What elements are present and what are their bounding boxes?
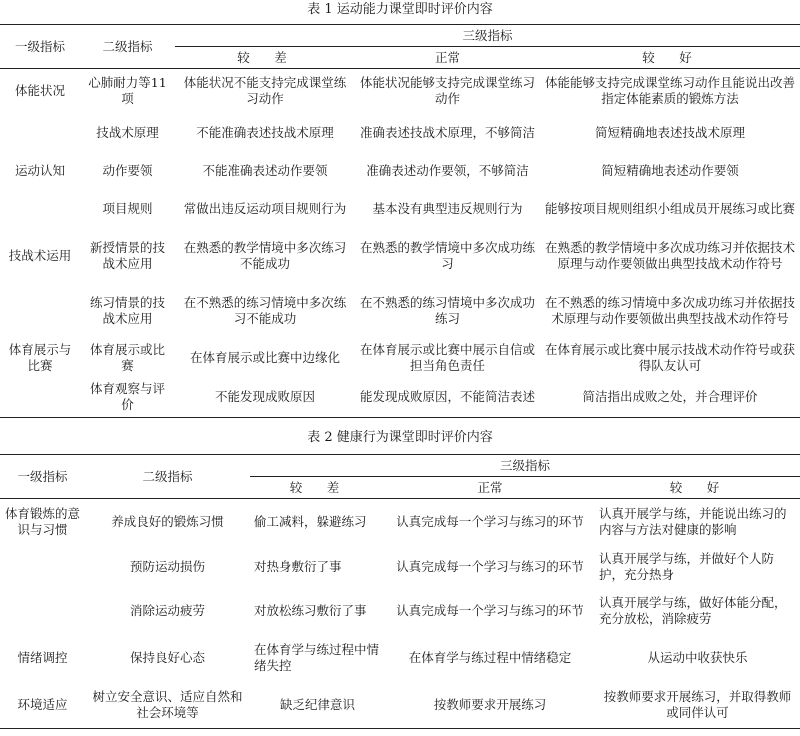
table1-header-normal: 正常 <box>355 47 540 69</box>
poor-cell: 在不熟悉的练习情境中多次练习不能成功 <box>183 294 347 326</box>
level1-cell: 情绪调控 <box>17 649 68 665</box>
table-row <box>0 190 800 228</box>
normal-cell: 在熟悉的教学情境中多次成功练习 <box>359 239 535 271</box>
level1-cell: 技战术运用 <box>8 247 72 263</box>
level1-cell: 运动认知 <box>14 162 65 178</box>
level1-cell <box>0 190 80 228</box>
table-row <box>0 69 800 114</box>
table2-header-row <box>0 455 800 477</box>
table1-caption: 表 1 运动能力课堂即时评价内容 <box>307 2 493 17</box>
good-cell: 认真开展学与练，做好体能分配，充分放松，消除疲劳 <box>599 594 787 626</box>
table1 <box>0 24 800 418</box>
table-row <box>0 499 800 545</box>
table-row <box>0 589 800 633</box>
table2-header-good: 较 好 <box>595 477 800 499</box>
table1-header-level2: 二级指标 <box>80 25 175 69</box>
table-row <box>0 284 800 338</box>
level2-cell: 体育展示或比赛 <box>89 341 165 373</box>
level1-cell <box>0 589 85 633</box>
level2-cell: 动作要领 <box>102 162 153 178</box>
table-row <box>0 228 800 284</box>
table-row <box>0 633 800 683</box>
level2-cell: 养成良好的锻炼习惯 <box>111 513 224 529</box>
good-cell: 能够按项目规则组织小组成员开展练习或比赛 <box>545 200 796 216</box>
normal-cell: 认真完成每一个学习与练习的环节 <box>396 558 584 574</box>
poor-cell: 在熟悉的教学情境中多次练习不能成功 <box>183 239 347 271</box>
normal-cell: 在体育展示或比赛中展示自信或担当角色责任 <box>359 341 535 373</box>
level2-cell: 消除运动疲劳 <box>129 602 205 618</box>
poor-cell: 对热身敷衍了事 <box>254 558 342 574</box>
good-cell: 认真开展学与练，并能说出练习的内容与方法对健康的影响 <box>599 505 787 537</box>
table1-header-level1: 一级指标 <box>0 25 80 69</box>
good-cell: 简短精确地表述技战术原理 <box>595 124 746 140</box>
table-row <box>0 152 800 190</box>
poor-cell: 体能状况不能支持完成课堂练习动作 <box>183 75 347 107</box>
level1-cell: 环境适应 <box>0 683 85 729</box>
table1-header-poor: 较 差 <box>175 47 355 69</box>
level1-cell <box>0 378 80 418</box>
level2-cell: 心肺耐力等11 项 <box>88 75 167 107</box>
table2-header-level1: 一级指标 <box>0 455 85 499</box>
good-cell: 从运动中收获快乐 <box>647 649 748 665</box>
poor-cell: 在体育学与练过程中情绪失控 <box>254 641 380 673</box>
table-row <box>0 338 800 378</box>
table2-header-level3: 三级指标 <box>250 455 800 477</box>
normal-cell: 基本没有典型违反规则行为 <box>372 200 523 216</box>
table2-header-level2: 二级指标 <box>85 455 250 499</box>
level1-cell: 体能状况 <box>14 83 65 99</box>
normal-cell: 在不熟悉的练习情境中多次成功练习 <box>359 294 535 326</box>
poor-cell: 常做出违反运动项目规则行为 <box>183 200 347 216</box>
level1-cell <box>0 284 80 338</box>
good-cell: 认真开展学与练，并做好个人防护，充分热身 <box>599 550 775 582</box>
table-row <box>0 683 800 729</box>
level2-cell: 体育观察与评价 <box>80 378 175 418</box>
level1-cell: 体育展示与比赛 <box>8 341 72 373</box>
normal-cell: 能发现成败原因，不能简洁表述 <box>355 378 540 418</box>
table2 <box>0 454 800 729</box>
level2-cell: 树立安全意识、适应自然和社会环境等 <box>85 683 250 729</box>
table1-header-level3: 三级指标 <box>175 25 800 47</box>
normal-cell: 准确表述动作要领，不够简洁 <box>366 162 529 178</box>
good-cell: 在熟悉的教学情境中多次成功练习并依据技术原理与动作要领做出典型技战术动作符号 <box>545 239 796 271</box>
poor-cell: 不能发现成败原因 <box>175 378 355 418</box>
table2-caption: 表 2 健康行为课堂即时评价内容 <box>307 430 493 445</box>
poor-cell: 在体育展示或比赛中边缘化 <box>189 349 340 365</box>
level2-cell: 技战术原理 <box>96 124 159 140</box>
table-row <box>0 114 800 152</box>
normal-cell: 体能状况能够支持完成课堂练习动作 <box>359 75 535 107</box>
level1-cell <box>0 545 85 589</box>
good-cell: 简洁指出成败之处，并合理评价 <box>540 378 800 418</box>
poor-cell: 不能准确表述技战术原理 <box>196 124 334 140</box>
level1-cell <box>0 114 80 152</box>
good-cell: 按教师要求开展练习，并取得教师或同伴认可 <box>595 683 800 729</box>
normal-cell: 认真完成每一个学习与练习的环节 <box>396 602 584 618</box>
good-cell: 在体育展示或比赛中展示技战术动作符号或获得队友认可 <box>545 341 796 373</box>
table2-header-normal: 正常 <box>385 477 595 499</box>
poor-cell: 不能准确表述动作要领 <box>202 162 328 178</box>
good-cell: 在不熟悉的练习情境中多次成功练习并依据技术原理与动作要领做出典型技战术动作符号 <box>545 294 796 326</box>
normal-cell: 认真完成每一个学习与练习的环节 <box>396 513 584 529</box>
good-cell: 体能能够支持完成课堂练习动作且能说出改善指定体能素质的锻炼方法 <box>545 75 796 107</box>
poor-cell: 缺乏纪律意识 <box>250 683 385 729</box>
level2-cell: 保持良好心态 <box>129 649 205 665</box>
poor-cell: 偷工减料，躲避练习 <box>254 513 367 529</box>
level2-cell: 练习情景的技战术应用 <box>89 294 165 326</box>
poor-cell: 对放松练习敷衍了事 <box>254 602 367 618</box>
table1-header-good: 较 好 <box>540 47 800 69</box>
table2-header-poor: 较 差 <box>250 477 385 499</box>
normal-cell: 在体育学与练过程中情绪稳定 <box>408 649 572 665</box>
table-row <box>0 378 800 418</box>
table1-header-row <box>0 25 800 47</box>
level1-cell: 体育锻炼的意识与习惯 <box>4 505 80 537</box>
level2-cell: 预防运动损伤 <box>129 558 205 574</box>
good-cell: 简短精确地表述动作要领 <box>601 162 739 178</box>
normal-cell: 按教师要求开展练习 <box>385 683 595 729</box>
level2-cell: 项目规则 <box>102 200 153 216</box>
level2-cell: 新授情景的技战术应用 <box>89 239 165 271</box>
normal-cell: 准确表述技战术原理，不够简洁 <box>359 124 535 140</box>
table-row <box>0 545 800 589</box>
